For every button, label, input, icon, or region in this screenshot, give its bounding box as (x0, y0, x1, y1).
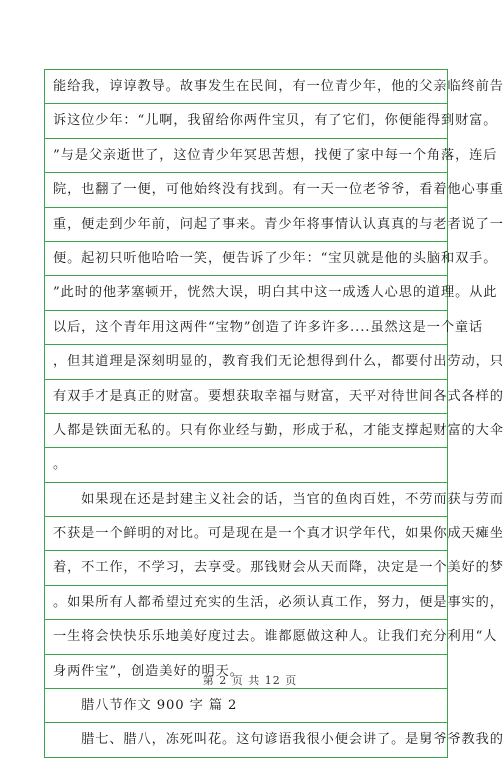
section-heading: 腊八节作文 900 字 篇 2 (45, 689, 447, 723)
text-line-12: 。 (45, 448, 447, 482)
text-line-6: 便。起初只听他哈哈一笑，便告诉了少年：“宝贝就是他的头脑和双手。 (45, 242, 447, 276)
lined-text-frame (44, 69, 504, 758)
page-number-footer: 第 2 页 共 12 页 (202, 674, 298, 687)
text-line-17: 一生将会快快乐乐地美好度过去。谁都愿做这种人。让我们充分利用“人 (45, 620, 447, 654)
text-line-7: ”此时的他茅塞顿开，恍然大误，明白其中这一成透人心思的道理。从此 (45, 276, 447, 310)
text-line-10: 有双手才是真正的财富。要想获取幸福与财富，天平对待世间各式各样的 (45, 380, 447, 414)
text-line-11: 人都是铁面无私的。只有你业经与勤，形成于私，才能支撑起财富的大伞 (45, 414, 447, 448)
text-line-16: 。如果所有人都希望过充实的生活，必须认真工作，努力，便是事实的， (45, 586, 447, 620)
text-line-14: 不获是一个鲜明的对比。可是现在是一个真才识学年代，如果你成天瘫坐 (45, 517, 447, 551)
text-line-1: 能给我，谆谆教导。故事发生在民间，有一位青少年，他的父亲临终前告 (45, 70, 447, 104)
text-line-5: 重，便走到少年前，问起了事来。青少年将事情认认真真的与老者说了一 (45, 208, 447, 242)
text-line-3: ”与是父亲逝世了，这位青少年冥思苦想，找便了家中每一个角落，连后 (45, 139, 447, 173)
text-line-20: 腊七、腊八，冻死叫花。这句谚语我很小便会讲了。是舅爷爷教我的 (45, 723, 447, 757)
text-line-13: 如果现在还是封建主义社会的话，当官的鱼肉百姓，不劳而获与劳而 (45, 483, 447, 517)
text-line-2: 诉这位少年：“儿啊，我留给你两件宝贝，有了它们，你便能得到财富。 (45, 104, 447, 138)
text-line-18: 身两件宝”，创造美好的明天。 (45, 655, 447, 689)
text-line-4: 院，也翻了一便，可他始终没有找到。有一天一位老爷爷，看着他心事重 (45, 173, 447, 207)
text-line-15: 着，不工作，不学习，去享受。那钱财会从天而降，决定是一个美好的梦 (45, 551, 447, 585)
text-line-9: ，但其道理是深刻明显的，教育我们无论想得到什么，都要付出劳动，只 (45, 345, 447, 379)
text-line-8: 以后，这个青年用这两件“宝物”创造了许多许多....虽然这是一个童话 (45, 311, 447, 345)
